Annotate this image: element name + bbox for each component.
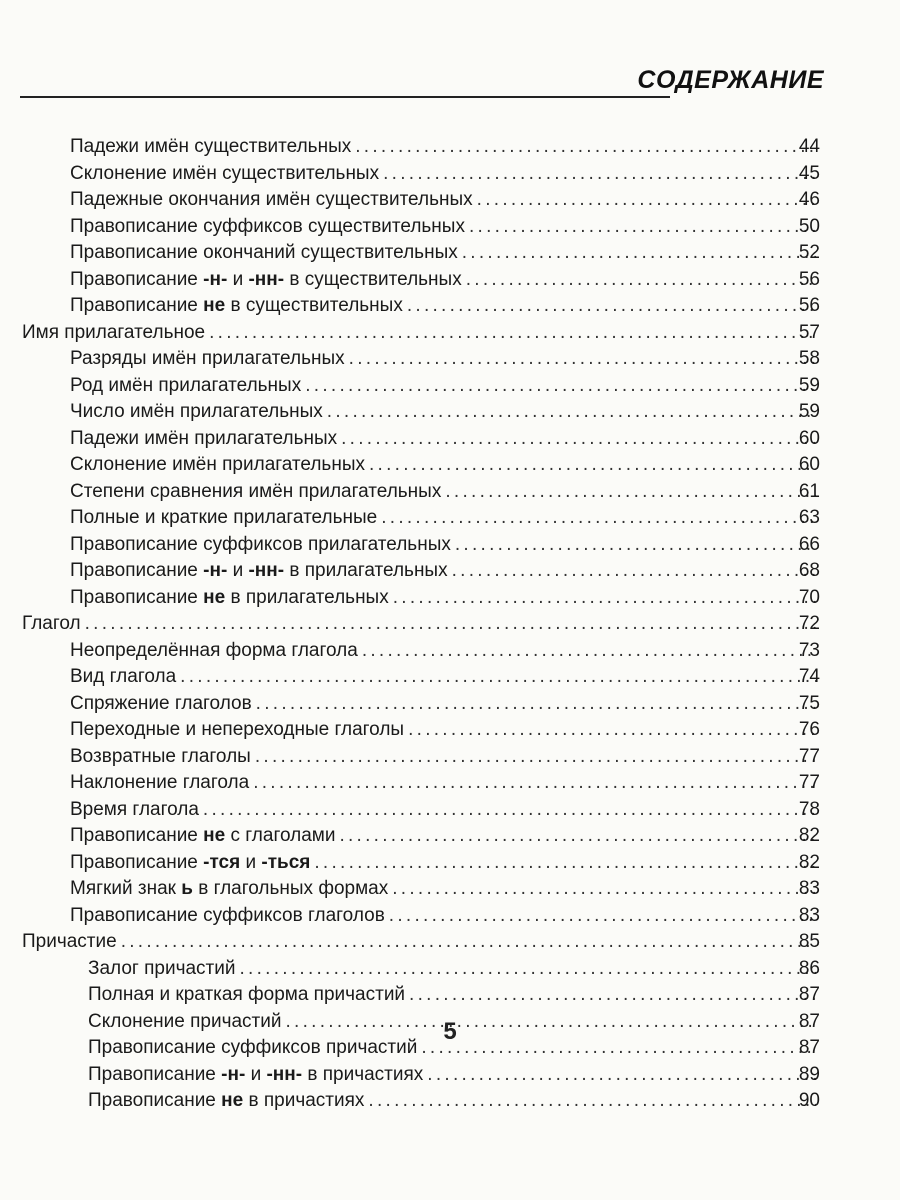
toc-page-number: 56 [798,268,820,290]
toc-entry-emphasis: -н- [203,268,228,290]
toc-entry-text: Падежные окончания имён существительных [70,189,473,210]
toc-entry [0,214,900,241]
toc-entry-title [88,1088,364,1114]
toc-entry [0,134,900,161]
toc-page-number: 56 [798,295,820,316]
toc-entry-text: Разряды имён прилагательных [70,348,345,369]
toc-dot-leader [381,505,816,531]
toc-dot-leader [121,929,816,955]
toc-entry-text: Правописание [70,851,204,873]
toc-entry-text: Имя прилагательное [22,321,206,343]
toc-entry [0,532,900,559]
toc-dot-leader [327,399,816,425]
toc-entry-emphasis: -ться [261,851,311,873]
toc-entry-emphasis: -нн- [266,1063,303,1085]
toc-entry-text: Падежи имён существительных [70,136,352,157]
toc-dot-leader [355,134,816,160]
toc-entry-title [70,505,377,531]
toc-entry-text: Правописание [70,586,204,608]
toc-entry-text: Полные и краткие прилагательные [70,507,378,528]
toc-dot-leader [203,797,816,823]
toc-entry [0,797,900,824]
toc-dot-leader [180,664,816,690]
toc-entry [0,585,900,612]
toc-entry-title [70,134,351,160]
toc-page-number: 58 [798,348,820,369]
toc-entry-title [70,293,403,319]
toc-dot-leader [255,744,816,770]
toc-entry-title [70,903,385,929]
toc-entry-text: Вид глагола [70,666,177,687]
toc-entry-title [22,611,81,637]
toc-entry-text: Возвратные глаголы [70,745,251,767]
toc-entry-emphasis: -тся [203,851,241,873]
toc-dot-leader [239,956,816,982]
toc-entry [0,479,900,506]
toc-entry-text: Правописание окончаний существительных [70,242,458,263]
toc-dot-leader [368,1088,816,1114]
toc-entry-text: Спряжение глаголов [70,692,252,714]
toc-entry-title [70,187,473,213]
toc-entry [0,373,900,400]
toc-entry-title [70,850,310,876]
toc-entry-text: Число имён прилагательных [70,401,323,422]
toc-dot-leader [369,452,816,478]
toc-entry-title [22,320,205,346]
toc-entry-title [70,638,358,664]
toc-entry-title [70,744,251,770]
toc-entry-text: в прилагательных [225,586,389,608]
toc-dot-leader [209,320,816,346]
toc-entry-text: Залог причастий [88,957,236,979]
toc-entry-text: Правописание [70,560,204,581]
toc-entry-title [70,585,389,611]
toc-entry [0,399,900,426]
toc-page-number: 46 [798,189,820,210]
toc-page-number: 59 [798,374,820,396]
toc-entry-text: Правописание [88,1090,222,1111]
toc-page-number: 50 [798,215,820,237]
toc-dot-leader [477,187,816,213]
toc-entry-text: в прилагательных [284,560,448,581]
toc-entry-title [70,664,176,690]
toc-page-number: 87 [798,984,820,1005]
toc-entry-text: и [227,560,249,581]
page-title: СОДЕРЖАНИЕ [637,66,824,94]
toc-entry-text: Правописание суффиксов прилагательных [70,533,451,555]
toc-section-entry [0,320,900,347]
toc-entry [0,744,900,771]
toc-dot-leader [256,691,816,717]
toc-entry-text: в существительных [225,295,403,316]
toc-entry [0,240,900,267]
toc-entry-emphasis: не [203,586,226,608]
toc-page-number: 60 [798,427,820,449]
toc-entry [0,638,900,665]
toc-entry-title [70,214,465,240]
toc-entry-text: в причастиях [302,1063,424,1085]
toc-page-number: 75 [798,692,820,714]
toc-entry-title [70,373,301,399]
toc-page-number: 44 [798,136,820,157]
toc-entry-text: Правописание [70,268,204,290]
toc-page-number: 82 [798,851,820,873]
toc-entry-text: Правописание [70,825,204,846]
toc-page-number: 89 [798,1063,820,1085]
toc-entry-text: Причастие [22,931,117,952]
toc-entry-emphasis: ь [181,878,193,899]
toc-dot-leader [469,214,816,240]
toc-entry [0,823,900,850]
toc-entry [0,293,900,320]
toc-entry-text: Правописание суффиксов причастий [88,1037,418,1058]
toc-entry-title [70,267,462,293]
toc-page-number: 77 [798,745,820,767]
toc-page-number: 77 [798,772,820,793]
toc-dot-leader [253,770,816,796]
toc-entry-text: в существительных [284,268,462,290]
toc-dot-leader [407,293,816,319]
toc-page-number: 72 [798,613,820,634]
toc-page-number: 66 [798,533,820,555]
toc-entry [0,903,900,930]
toc-entry [0,876,900,903]
toc-entry-title [88,956,235,982]
table-of-contents [0,134,900,1115]
toc-entry-text: и [227,268,249,290]
toc-entry-emphasis: -нн- [248,268,285,290]
toc-page-number: 85 [798,931,820,952]
toc-dot-leader [445,479,816,505]
toc-entry-text: Правописание [88,1063,222,1085]
toc-entry-title [70,426,337,452]
toc-entry-title [70,240,458,266]
toc-dot-leader [408,717,816,743]
toc-entry [0,346,900,373]
toc-page-number: 86 [798,957,820,979]
toc-page-number: 90 [798,1090,820,1111]
toc-entry-text: в причастиях [243,1090,365,1111]
toc-entry [0,664,900,691]
toc-entry [0,505,900,532]
toc-entry-emphasis: не [203,295,226,316]
toc-entry [0,982,900,1009]
toc-page-number: 83 [798,878,820,899]
toc-entry-emphasis: -н- [203,560,228,581]
toc-page-number: 57 [798,321,820,343]
toc-dot-leader [389,903,816,929]
toc-entry-text: Склонение имён прилагательных [70,454,365,475]
toc-page-number: 70 [798,586,820,608]
toc-page-number: 78 [798,798,820,820]
toc-entry-title [88,1062,423,1088]
toc-dot-leader [455,532,816,558]
toc-entry-text: Падежи имён прилагательных [70,427,338,449]
toc-entry-title [70,558,448,584]
toc-entry [0,850,900,877]
toc-dot-leader [85,611,816,637]
toc-entry-text: Неопределённая форма глагола [70,639,358,661]
toc-page-number: 59 [798,401,820,422]
toc-entry-text: и [245,1063,267,1085]
toc-entry [0,267,900,294]
toc-entry [0,558,900,585]
toc-entry-text: Склонение причастий [88,1010,282,1032]
toc-entry-title [70,770,249,796]
toc-entry-emphasis: -н- [221,1063,246,1085]
toc-entry-text: Глагол [22,613,81,634]
toc-section-entry [0,929,900,956]
toc-page-number: 74 [798,666,820,687]
toc-entry-text: Наклонение глагола [70,772,250,793]
toc-dot-leader [349,346,816,372]
toc-dot-leader [362,638,816,664]
toc-entry [0,452,900,479]
toc-section-entry [0,611,900,638]
toc-entry [0,1088,900,1115]
toc-entry-title [22,929,117,955]
toc-dot-leader [383,161,816,187]
toc-page-number: 87 [798,1010,820,1032]
toc-entry-emphasis: -нн- [248,560,285,581]
toc-entry-text: Правописание [70,295,204,316]
toc-dot-leader [466,267,816,293]
toc-dot-leader [392,876,816,902]
header-rule [20,96,670,98]
toc-entry-text: Склонение имён существительных [70,162,380,184]
toc-dot-leader [427,1062,816,1088]
toc-page-number: 60 [798,454,820,475]
toc-entry-text: Правописание суффиксов глаголов [70,904,385,926]
toc-page-number: 45 [798,162,820,184]
toc-entry-title [70,532,451,558]
toc-entry-title [70,452,365,478]
toc-entry-title [70,346,345,372]
toc-entry-text: в глагольных формах [192,878,389,899]
toc-entry-text: Правописание суффиксов существительных [70,215,465,237]
toc-dot-leader [409,982,816,1008]
toc-entry-title [70,691,252,717]
toc-page-number: 76 [798,719,820,740]
toc-page-number: 87 [798,1037,820,1058]
toc-entry-text: Полная и краткая форма причастий [88,984,406,1005]
toc-entry-title [70,797,199,823]
toc-entry-emphasis: не [203,825,226,846]
toc-page-number: 61 [798,480,820,502]
toc-entry [0,956,900,983]
toc-dot-leader [462,240,816,266]
toc-dot-leader [341,426,816,452]
toc-entry [0,187,900,214]
toc-entry [0,691,900,718]
toc-dot-leader [393,585,816,611]
toc-entry-text: Мягкий знак [70,878,182,899]
toc-entry [0,426,900,453]
toc-page-number: 83 [798,904,820,926]
toc-dot-leader [339,823,816,849]
toc-entry-emphasis: не [221,1090,244,1111]
toc-entry-text: Степени сравнения имён прилагательных [70,480,442,502]
toc-entry-title [70,399,323,425]
toc-entry-title [70,823,335,849]
toc-entry-text: Род имён прилагательных [70,374,302,396]
toc-dot-leader [452,558,816,584]
toc-page-number: 52 [798,242,820,263]
toc-entry [0,1062,900,1089]
toc-entry-title [88,982,405,1008]
toc-entry-text: Переходные и непереходные глаголы [70,719,405,740]
page-number: 5 [443,1018,457,1045]
toc-entry-text: Время глагола [70,798,199,820]
toc-dot-leader [314,850,816,876]
toc-entry [0,770,900,797]
toc-entry [0,161,900,188]
toc-page-number: 73 [798,639,820,661]
toc-entry-title [70,479,441,505]
toc-entry [0,717,900,744]
toc-entry-text: с глаголами [225,825,336,846]
toc-page-number: 63 [798,507,820,528]
toc-entry-title [70,161,379,187]
toc-dot-leader [305,373,816,399]
toc-page-number: 82 [798,825,820,846]
toc-entry-text: и [240,851,262,873]
toc-page-number: 68 [798,560,820,581]
toc-entry-title [70,876,388,902]
toc-entry-title [70,717,404,743]
